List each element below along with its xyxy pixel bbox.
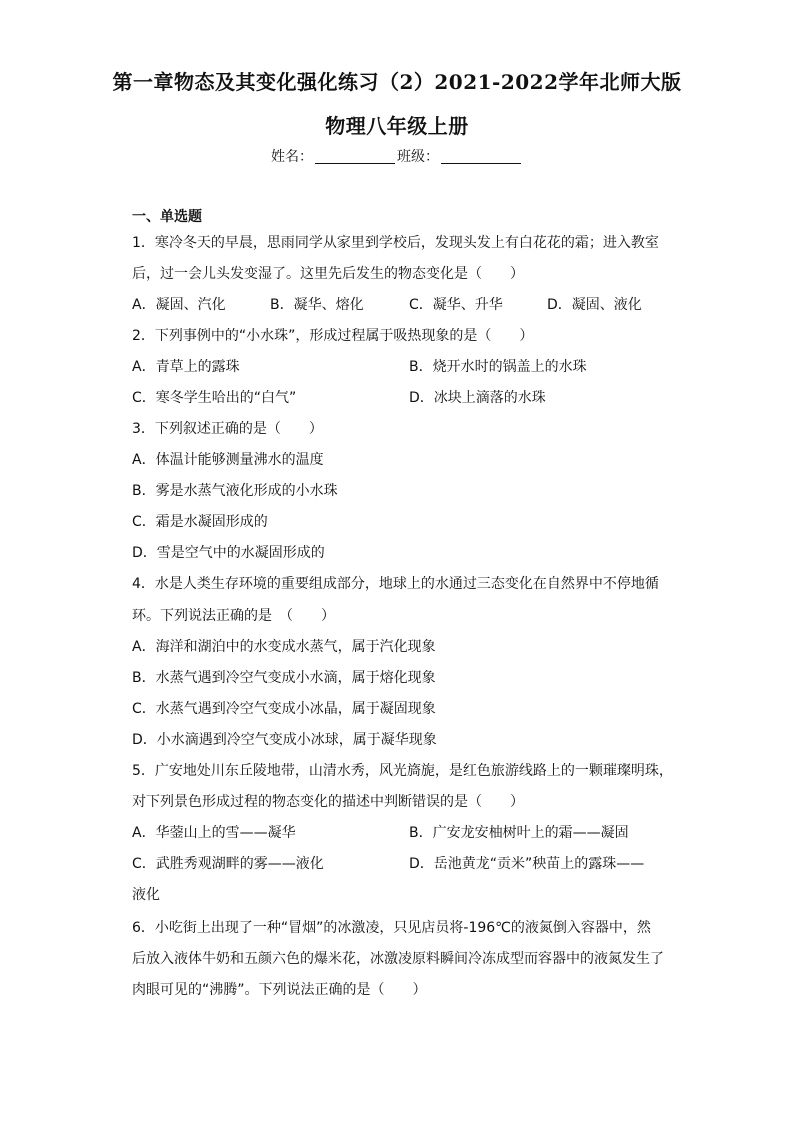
class-label: 班级： [397,149,439,165]
q2-option-a[interactable]: A．青草上的露珠 [132,359,240,375]
question-2-line-1: 2．下列事例中的“小水珠”，形成过程属于吸热现象的是（ ） [132,328,534,344]
q3-option-d[interactable]: D．雪是空气中的水凝固形成的 [132,545,325,561]
q1-option-a[interactable]: A．凝固、汽化 [132,297,226,313]
student-info-line [0,146,794,166]
question-1-line-1: 1．寒冷冬天的早晨，思雨同学从家里到学校后，发现头发上有白花花的霜；进入教室 [132,235,659,251]
q5-option-d-continued: 液化 [132,887,160,903]
question-5-line-2: 对下列景色形成过程的物态变化的描述中判断错误的是（ ） [132,794,524,810]
q5-option-b[interactable]: B．广安龙安柚树叶上的霜——凝固 [409,825,629,841]
q3-option-a[interactable]: A．体温计能够测量沸水的温度 [132,452,324,468]
q4-option-c[interactable]: C．水蒸气遇到冷空气变成小冰晶，属于凝固现象 [132,701,436,717]
question-6-line-1: 6．小吃街上出现了一种“冒烟”的冰激凌，只见店员将-196℃的液氮倒入容器中，然 [132,920,651,936]
q3-option-c[interactable]: C．霜是水凝固形成的 [132,514,268,530]
q2-option-b[interactable]: B．烧开水时的锅盖上的水珠 [409,359,587,375]
question-1-line-2: 后，过一会儿头发变湿了。这里先后发生的物态变化是（ ） [132,266,524,282]
q5-option-a[interactable]: A．华蓥山上的雪——凝华 [132,825,296,841]
q2-option-c[interactable]: C．寒冬学生哈出的“白气” [132,390,297,406]
q1-option-d[interactable]: D．凝固、液化 [547,297,642,313]
section-title: 一、单选题 [132,209,202,225]
q1-option-b[interactable]: B．凝华、熔化 [270,297,364,313]
name-blank[interactable] [315,149,395,164]
page-subtitle: 物理八年级上册 [325,114,469,138]
class-blank[interactable] [441,149,521,164]
q3-option-b[interactable]: B．雾是水蒸气液化形成的小水珠 [132,483,338,499]
q4-option-a[interactable]: A．海洋和湖泊中的水变成水蒸气，属于汽化现象 [132,639,436,655]
question-4-line-2: 环。下列说法正确的是 （ ） [132,608,335,624]
question-6-line-2: 后放入液体牛奶和五颜六色的爆米花，冰激凌原料瞬间冷冻成型而容器中的液氮发生了 [132,951,664,967]
q5-option-c[interactable]: C．武胜秀观湖畔的雾——液化 [132,856,324,872]
question-4-line-1: 4．水是人类生存环境的重要组成部分，地球上的水通过三态变化在自然界中不停地循 [132,576,659,592]
question-6-line-3: 肉眼可见的“沸腾”。下列说法正确的是（ ） [132,982,427,998]
q2-option-d[interactable]: D．冰块上滴落的水珠 [409,390,546,406]
q1-option-c[interactable]: C．凝华、升华 [409,297,503,313]
question-3-line-1: 3．下列叙述正确的是（ ） [132,421,323,437]
question-5-line-1: 5．广安地处川东丘陵地带，山清水秀，风光旖旎，是红色旅游线路上的一颗璀璨明珠， [132,763,673,779]
name-label: 姓名： [271,149,313,165]
q4-option-b[interactable]: B．水蒸气遇到冷空气变成小水滴，属于熔化现象 [132,670,436,686]
q5-option-d[interactable]: D．岳池黄龙“贡米”秧苗上的露珠—— [409,856,645,872]
page-title: 第一章物态及其变化强化练习（2）2021-2022学年北师大版 [112,70,682,94]
q4-option-d[interactable]: D．小水滴遇到冷空气变成小冰球，属于凝华现象 [132,732,437,748]
